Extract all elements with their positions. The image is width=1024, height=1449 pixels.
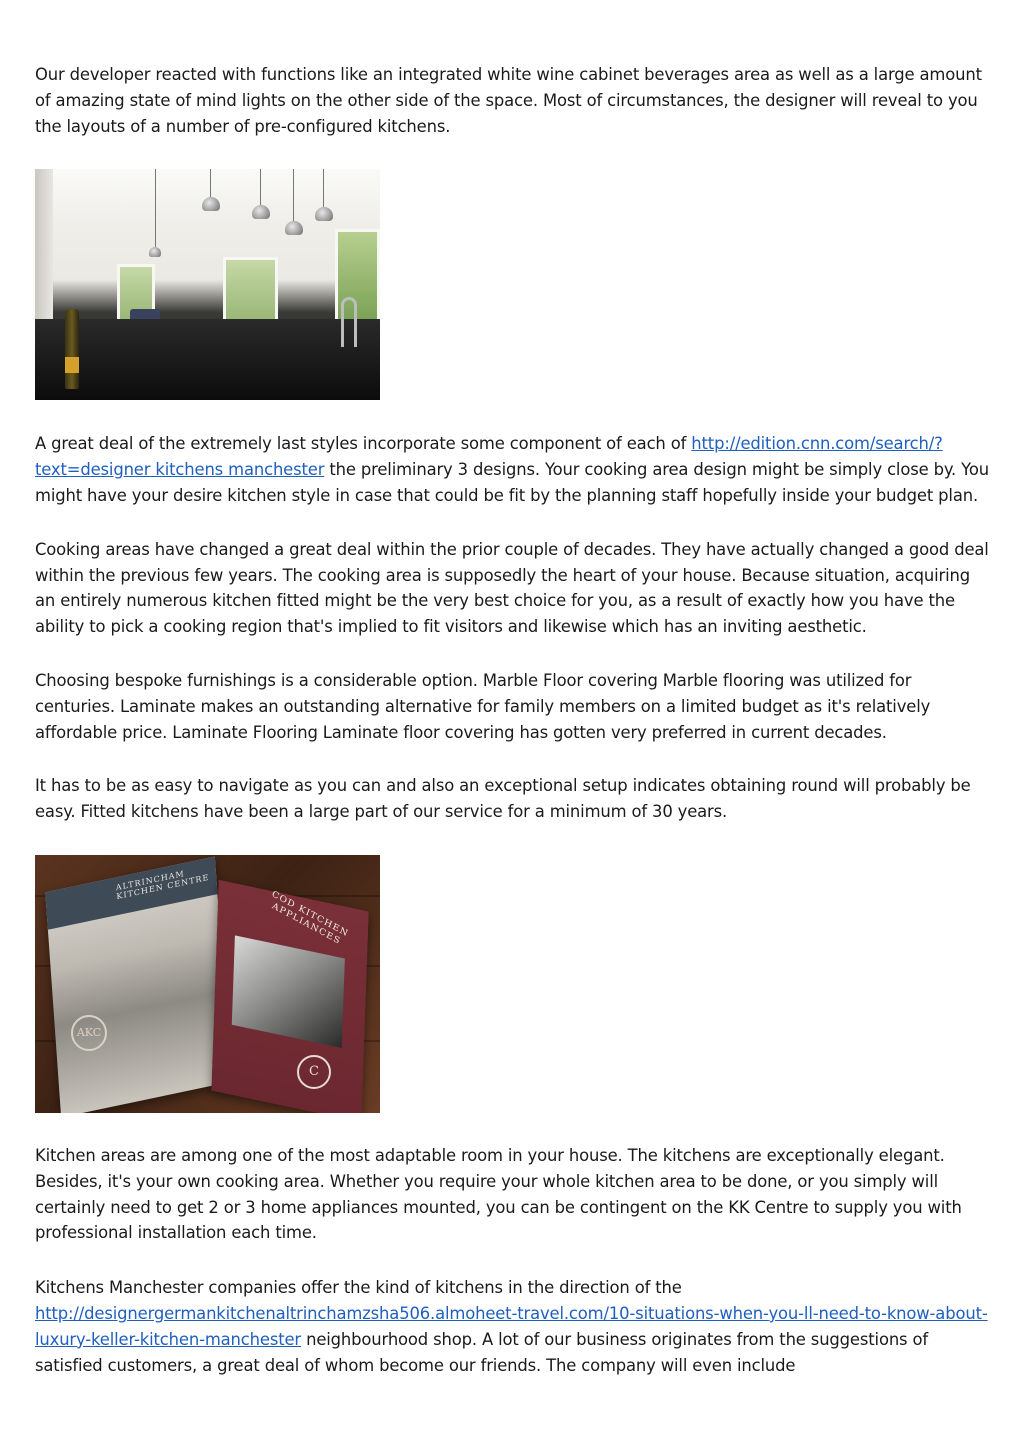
c-logo: C: [297, 1055, 331, 1089]
paragraph-7: Kitchens Manchester companies offer the kind of kitchens in the direction of the http://designergermankitchenaltrinchamzsha506.almoheet-travel.com/10-situations-when-you-ll-need-to-know-about-luxury-keller-kitchen-manchester neighbourhood shop. A lot of our business originates from the suggestions of satisfied customers, a great deal of whom become our friends. The company will even include: [35, 1278, 988, 1375]
article-body: [35, 62, 995, 1378]
brochure-right-heading: COD KITCHEN APPLIANCES: [270, 889, 350, 947]
paragraph-2: A great deal of the extremely last styles incorporate some component of each of http://edition.cnn.com/search/?text=designer kitchens manchester the preliminary 3 designs. Your cooking area design might be simply close by. You might have your desire kitchen style in case that could be fit by the planning staff hopefully inside your budget plan.: [35, 434, 989, 505]
kitchen-brochure-photo: [35, 855, 380, 1113]
akc-logo: AKC: [71, 1015, 107, 1051]
kitchen-interior-photo: [35, 169, 380, 400]
brochure-left-heading: ALTRINCHAM KITCHEN CENTRE: [115, 868, 210, 902]
paragraph-1: Our developer reacted with functions like an integrated white wine cabinet beverages area as well as a large amount of amazing state of mind lights on the other side of the space. Most of circumstances, the designer will reveal to you the layouts of a number of pre-configured kitchens.: [35, 65, 982, 136]
paragraph-5: It has to be as easy to navigate as you can and also an exceptional setup indicates obtaining round will probably be easy. Fitted kitchens have been a large part of our service for a minimum of 30 years.: [35, 776, 971, 822]
paragraph-4: Choosing bespoke furnishings is a considerable option. Marble Floor covering Marble flooring was utilized for centuries. Laminate makes an outstanding alternative for family members on a limited budget as it's relatively affordable price. Laminate Flooring Laminate floor covering has gotten very preferred in current decades.: [35, 670, 931, 742]
paragraph-3: Cooking areas have changed a great deal within the prior couple of decades. They have actually changed a good deal within the previous few years. The cooking area is supposedly the heart of your house. Because situation, acquiring an entirely numerous kitchen fitted might be the very best choice for you, as a result of exactly how you have the ability to pick a cooking region that's implied to fit visitors and likewise which has an inviting aesthetic.: [35, 539, 989, 637]
designer-kitchens-search-link[interactable]: http://edition.cnn.com/search/?text=designer kitchens manchester: [35, 434, 943, 480]
luxury-keller-kitchen-link[interactable]: http://designergermankitchenaltrinchamzsha506.almoheet-travel.com/10-situations-when-you-ll-need-to-know-about-luxury-keller-kitchen-manchester: [35, 1303, 988, 1349]
paragraph-6: Kitchen areas are among one of the most adaptable room in your house. The kitchens are exceptionally elegant. Besides, it's your own cooking area. Whether you require your whole kitchen area to be done, or you simply will certainly need to get 2 or 3 home appliances mounted, you can be contingent on the KK Centre to supply you with professional installation each time.: [35, 1145, 962, 1243]
